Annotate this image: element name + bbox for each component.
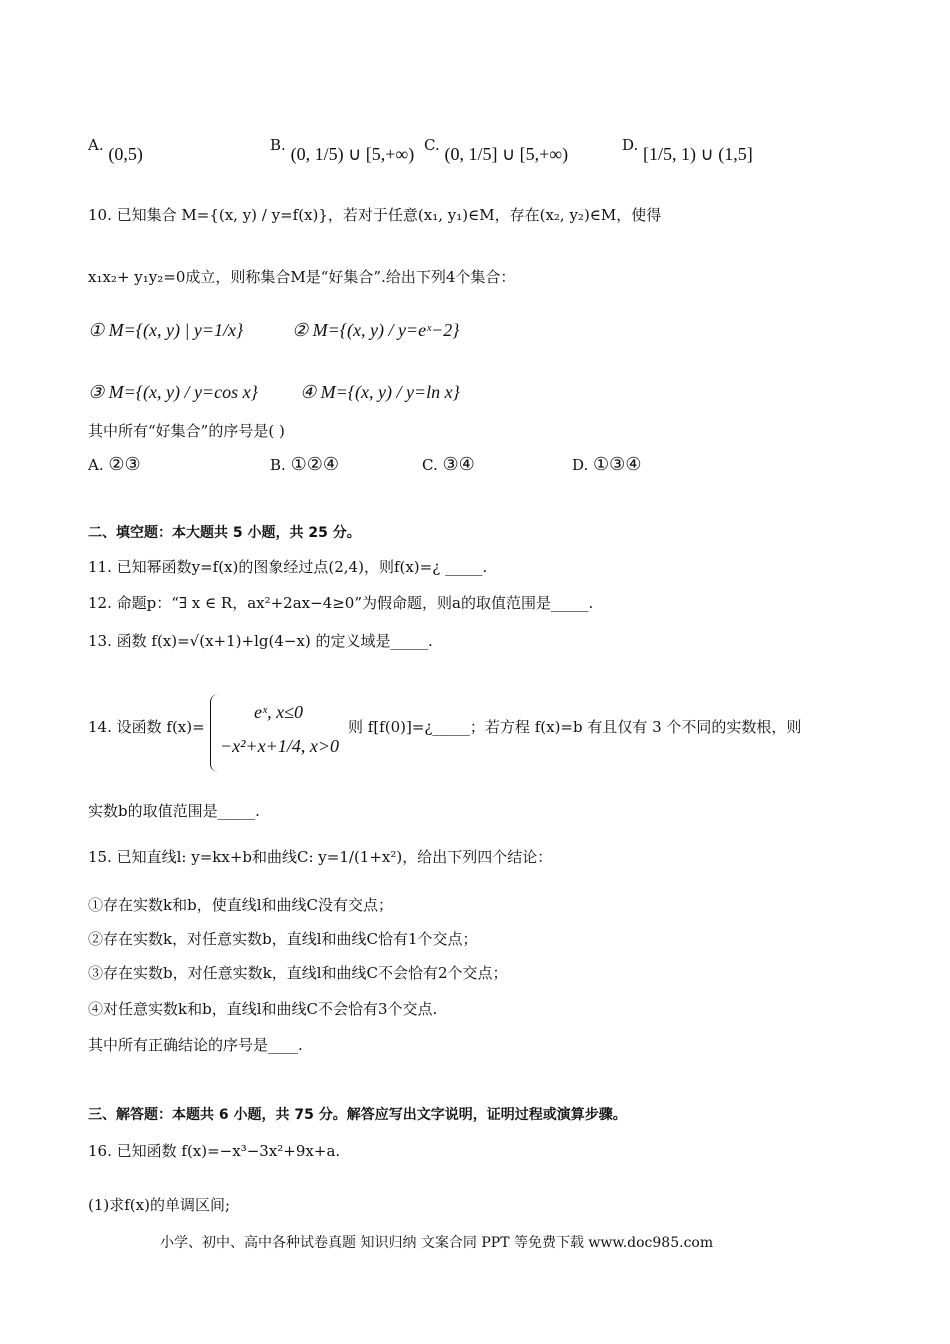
q10-option-d-label: D. bbox=[572, 456, 589, 474]
q9-option-d-label: D. bbox=[622, 136, 639, 154]
q13: 13. 函数 f(x)=√(x+1)+lg(4−x) 的定义域是_____. bbox=[88, 632, 433, 650]
q10-option-c bbox=[422, 454, 475, 475]
q15-intro: 15. 已知直线l: y=kx+b和曲线C: y=1/(1+x²)，给出下列四个结论： bbox=[88, 848, 553, 866]
q9-option-d-value: [1/5, 1) ∪ (1,5] bbox=[643, 144, 753, 164]
q10-option-a-value: ②③ bbox=[108, 454, 141, 474]
q10-option-b bbox=[270, 454, 339, 475]
q9-option-c-value: (0, 1/5] ∪ [5,+∞) bbox=[444, 144, 569, 164]
q14-piece1: eˣ, x≤0 bbox=[254, 702, 303, 722]
q10-set1: ① M={(x, y) | y=1/x} bbox=[88, 320, 244, 340]
q10-option-b-value: ①②④ bbox=[290, 454, 339, 474]
q12: 12. 命题p：“∃ x ∈ R，ax²+2ax−4≥0”为假命题，则a的取值范围是_____. bbox=[88, 594, 594, 612]
q14-piece2: −x²+x+1/4, x>0 bbox=[220, 736, 339, 756]
section2-heading: 二、填空题：本大题共 5 小题，共 25 分。 bbox=[88, 525, 361, 541]
q15-conclusion-2: ②存在实数k，对任意实数b，直线l和曲线C恰有1个交点； bbox=[88, 930, 478, 948]
q9-option-a-label: A. bbox=[88, 136, 104, 154]
q14-piecewise-brace bbox=[210, 694, 219, 772]
q15-conclusion-4: ④对任意实数k和b，直线l和曲线C不会恰有3个交点. bbox=[88, 1000, 438, 1018]
q14-intro: 14. 设函数 f(x)= bbox=[88, 718, 205, 736]
q14-line2: 实数b的取值范围是_____. bbox=[88, 802, 260, 820]
q9-option-a bbox=[88, 134, 143, 164]
q10-option-c-value: ③④ bbox=[442, 454, 475, 474]
q10-line2: x₁x₂+ y₁y₂=0成立，则称集合M是“好集合”.给出下列4个集合： bbox=[88, 268, 516, 286]
q9-option-c-label: C. bbox=[424, 136, 440, 154]
q15-question: 其中所有正确结论的序号是____. bbox=[88, 1036, 303, 1054]
q9-option-a-value: (0,5) bbox=[108, 144, 143, 164]
q16-part1: (1)求f(x)的单调区间; bbox=[88, 1196, 231, 1214]
footer-text: 小学、初中、高中各种试卷真题 知识归纳 文案合同 PPT 等免费下载 www.doc985.com bbox=[160, 1235, 714, 1251]
q10-option-b-label: B. bbox=[270, 456, 286, 474]
q15-conclusion-3: ③存在实数b，对任意实数k，直线l和曲线C不会恰有2个交点； bbox=[88, 964, 508, 982]
section3-heading: 三、解答题：本题共 6 小题，共 75 分。解答应写出文字说明，证明过程或演算步骤。 bbox=[88, 1107, 627, 1123]
q9-option-b bbox=[270, 134, 415, 164]
q10-set2: ② M={(x, y) / y=eˣ−2} bbox=[292, 320, 460, 340]
q10-option-c-label: C. bbox=[422, 456, 438, 474]
q16-intro: 16. 已知函数 f(x)=−x³−3x²+9x+a. bbox=[88, 1142, 341, 1160]
q9-option-d bbox=[622, 134, 753, 164]
q10-option-d-value: ①③④ bbox=[593, 454, 642, 474]
q9-option-c bbox=[424, 134, 569, 164]
q10-line1: 10. 已知集合 M={(x, y) / y=f(x)}，若对于任意(x₁, y₁)∈M，存在(x₂, y₂)∈M，使得 bbox=[88, 206, 662, 224]
q10-set3: ③ M={(x, y) / y=cos x} bbox=[88, 382, 258, 402]
q11: 11. 已知幂函数y=f(x)的图象经过点(2,4)，则f(x)=¿ _____. bbox=[88, 558, 488, 576]
q10-question: 其中所有“好集合”的序号是( ) bbox=[88, 422, 285, 440]
q15-conclusion-1: ①存在实数k和b，使直线l和曲线C没有交点； bbox=[88, 896, 393, 914]
q10-option-a-label: A. bbox=[88, 456, 104, 474]
q9-option-b-label: B. bbox=[270, 136, 286, 154]
q14-rest: 则 f[f(0)]=¿_____；若方程 f(x)=b 有且仅有 3 个不同的实数根，则 bbox=[348, 718, 802, 736]
q10-option-a bbox=[88, 454, 141, 475]
q10-set4: ④ M={(x, y) / y=ln x} bbox=[300, 382, 460, 402]
q9-option-b-value: (0, 1/5) ∪ [5,+∞) bbox=[290, 144, 415, 164]
q10-option-d bbox=[572, 454, 641, 475]
